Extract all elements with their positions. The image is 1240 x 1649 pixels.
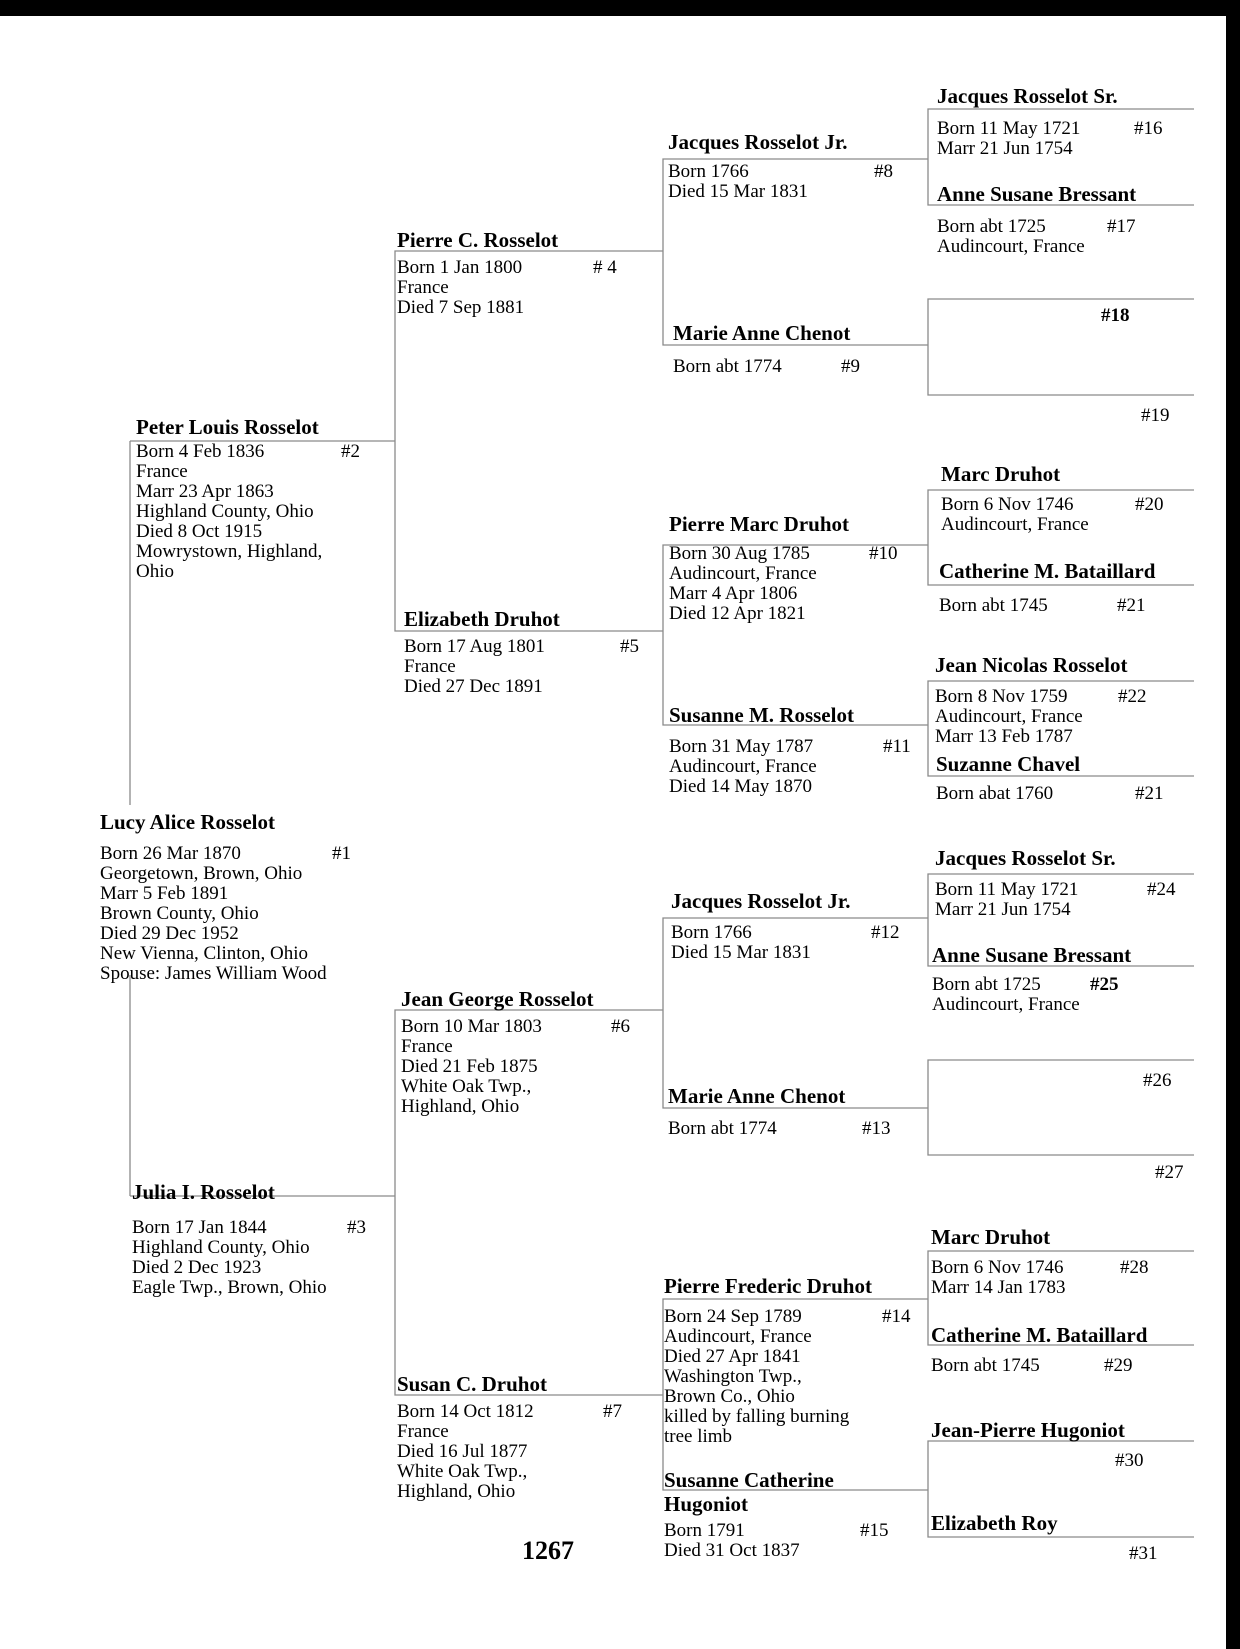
person-11-died: Died 14 May 1870 (669, 776, 813, 797)
person-15-name-2: Hugoniot (664, 1492, 749, 1516)
person-2-details (136, 442, 386, 582)
person-25-born: Born abt 1725 (932, 974, 1041, 995)
person-25-name: Anne Susane Bressant (932, 943, 1132, 967)
person-3-died-place: Eagle Twp., Brown, Ohio (132, 1277, 327, 1298)
person-20-number: #20 (1135, 494, 1164, 515)
person-12-name: Jacques Rosselot Jr. (671, 889, 851, 913)
person-24-details (935, 880, 1185, 920)
person-1-spouse: Spouse: James William Wood (100, 963, 327, 984)
person-21-name: Catherine M. Bataillard (939, 559, 1156, 583)
person-10-born: Born 30 Aug 1785 (669, 543, 810, 564)
person-23-number: #21 (1135, 783, 1164, 804)
person-2-born-place: France (136, 461, 188, 482)
person-11-name: Susanne M. Rosselot (669, 703, 854, 727)
person-12 (671, 889, 911, 963)
person-29 (931, 1323, 1181, 1376)
person-29-details (931, 1356, 1181, 1376)
person-2-married-place: Highland County, Ohio (136, 501, 314, 522)
person-14-died-place-2: Brown Co., Ohio (664, 1386, 795, 1407)
person-5-number: #5 (620, 636, 639, 657)
person-10-died: Died 12 Apr 1821 (669, 603, 806, 624)
person-9-number: #9 (841, 356, 860, 377)
person-1-number: #1 (332, 843, 351, 864)
person-6-died-place-2: Highland, Ohio (401, 1096, 520, 1117)
person-9-born: Born abt 1774 (673, 356, 782, 377)
person-29-name: Catherine M. Bataillard (931, 1323, 1148, 1347)
person-2-died: Died 8 Oct 1915 (136, 521, 263, 542)
person-15-details (664, 1521, 904, 1561)
person-20-name: Marc Druhot (941, 462, 1061, 486)
person-5-name: Elizabeth Druhot (404, 607, 560, 631)
person-2-died-place: Mowrystown, Highland, (136, 541, 323, 562)
person-22-number: #22 (1118, 686, 1147, 707)
person-7-died-place-2: Highland, Ohio (397, 1481, 516, 1502)
person-1-died: Died 29 Dec 1952 (100, 923, 239, 944)
person-24 (935, 846, 1185, 920)
person-4-born-place: France (397, 277, 449, 298)
person-16-married: Marr 21 Jun 1754 (937, 138, 1073, 159)
person-24-married: Marr 21 Jun 1754 (935, 899, 1071, 920)
person-16-number: #16 (1134, 118, 1163, 139)
person-17-name: Anne Susane Bressant (937, 182, 1137, 206)
person-6-died: Died 21 Feb 1875 (401, 1056, 538, 1077)
person-28-number: #28 (1120, 1257, 1149, 1278)
person-6 (401, 987, 641, 1117)
person-23-name: Suzanne Chavel (936, 752, 1081, 776)
person-4-details (397, 258, 647, 318)
person-4-died: Died 7 Sep 1881 (397, 297, 525, 318)
person-3-born: Born 17 Jan 1844 (132, 1217, 267, 1238)
person-16-details (937, 119, 1177, 159)
person-23 (936, 752, 1176, 804)
person-10-name: Pierre Marc Druhot (669, 512, 849, 536)
person-8-born: Born 1766 (668, 161, 749, 182)
page-number: 1267 (522, 1536, 574, 1565)
person-14-died-place: Washington Twp., (664, 1366, 802, 1387)
person-13 (668, 1084, 908, 1139)
person-7-name: Susan C. Druhot (397, 1372, 547, 1396)
person-21-number: #21 (1117, 595, 1146, 616)
person-7-died-place: White Oak Twp., (397, 1461, 528, 1482)
person-29-number: #29 (1104, 1355, 1133, 1376)
person-6-born: Born 10 Mar 1803 (401, 1016, 542, 1037)
person-15-number: #15 (860, 1520, 889, 1541)
person-25 (932, 943, 1172, 1015)
person-8-details (668, 162, 898, 202)
person-13-name: Marie Anne Chenot (668, 1084, 846, 1108)
person-20 (941, 462, 1181, 535)
person-12-died: Died 15 Mar 1831 (671, 942, 811, 963)
person-17-born-place: Audincourt, France (937, 236, 1085, 257)
person-3-number: #3 (347, 1217, 366, 1238)
person-2 (136, 415, 386, 582)
person-7-born: Born 14 Oct 1812 (397, 1401, 534, 1422)
person-8-died: Died 15 Mar 1831 (668, 181, 808, 202)
person-10-born-place: Audincourt, France (669, 563, 817, 584)
person-15-born: Born 1791 (664, 1520, 745, 1541)
person-19-number: #19 (1141, 405, 1170, 426)
person-17-number: #17 (1107, 216, 1136, 237)
person-5 (404, 607, 644, 697)
person-22-married: Marr 13 Feb 1787 (935, 726, 1073, 747)
person-14-born-place: Audincourt, France (664, 1326, 812, 1347)
person-10-details (669, 544, 909, 624)
person-24-name: Jacques Rosselot Sr. (935, 846, 1116, 870)
person-13-number: #13 (862, 1118, 891, 1139)
person-14-name: Pierre Frederic Druhot (664, 1274, 872, 1298)
person-11-born-place: Audincourt, France (669, 756, 817, 777)
person-6-details (401, 1017, 641, 1117)
person-21 (939, 559, 1189, 616)
person-9-details (673, 357, 903, 377)
person-11 (669, 703, 919, 797)
person-28-born: Born 6 Nov 1746 (931, 1257, 1064, 1278)
person-14-born: Born 24 Sep 1789 (664, 1306, 802, 1327)
person-6-born-place: France (401, 1036, 453, 1057)
person-15-name: Susanne Catherine (664, 1468, 834, 1492)
person-12-number: #12 (871, 922, 900, 943)
person-20-born: Born 6 Nov 1746 (941, 494, 1074, 515)
person-7-details (397, 1402, 637, 1502)
person-31-number: #31 (1129, 1543, 1158, 1564)
person-11-details (669, 737, 919, 797)
person-30-name: Jean-Pierre Hugoniot (931, 1418, 1125, 1442)
person-25-number: #25 (1090, 974, 1119, 995)
person-14-note-2: tree limb (664, 1426, 733, 1447)
person-28 (931, 1225, 1181, 1298)
person-16 (937, 84, 1177, 159)
person-15 (664, 1468, 904, 1561)
person-2-name: Peter Louis Rosselot (136, 415, 319, 439)
person-15-died: Died 31 Oct 1837 (664, 1540, 800, 1561)
person-17-born: Born abt 1725 (937, 216, 1046, 237)
person-22-born: Born 8 Nov 1759 (935, 686, 1068, 707)
person-1-details (100, 844, 390, 984)
person-7-number: #7 (603, 1401, 622, 1422)
person-20-details (941, 495, 1181, 535)
person-24-number: #24 (1147, 879, 1176, 900)
person-13-details (668, 1119, 908, 1139)
person-6-name: Jean George Rosselot (401, 987, 594, 1011)
person-13-born: Born abt 1774 (668, 1118, 777, 1139)
person-1-born-place: Georgetown, Brown, Ohio (100, 863, 303, 884)
person-14-number: #14 (882, 1306, 911, 1327)
person-3-born-place: Highland County, Ohio (132, 1237, 310, 1258)
person-16-name: Jacques Rosselot Sr. (937, 84, 1118, 108)
person-4-name: Pierre C. Rosselot (397, 228, 559, 252)
person-9-name: Marie Anne Chenot (673, 321, 851, 345)
person-1-died-place: New Vienna, Clinton, Ohio (100, 943, 309, 964)
person-1-married: Marr 5 Feb 1891 (100, 883, 229, 904)
person-8 (668, 130, 898, 202)
person-17-details (937, 217, 1177, 257)
person-2-died-place-2: Ohio (136, 561, 174, 582)
person-26-number: #26 (1143, 1070, 1172, 1091)
person-14-details (664, 1307, 919, 1447)
person-1 (100, 810, 390, 984)
person-11-born: Born 31 May 1787 (669, 736, 814, 757)
person-31 (931, 1511, 1058, 1535)
person-2-born: Born 4 Feb 1836 (136, 441, 265, 462)
person-30-number: #30 (1115, 1450, 1144, 1471)
person-17 (937, 182, 1177, 257)
person-16-born: Born 11 May 1721 (937, 118, 1081, 139)
person-5-born: Born 17 Aug 1801 (404, 636, 545, 657)
person-12-born: Born 1766 (671, 922, 752, 943)
person-6-died-place: White Oak Twp., (401, 1076, 532, 1097)
person-14-note: killed by falling burning (664, 1406, 850, 1427)
person-24-born: Born 11 May 1721 (935, 879, 1079, 900)
person-23-born: Born abat 1760 (936, 783, 1054, 804)
person-25-details (932, 975, 1172, 1015)
person-8-name: Jacques Rosselot Jr. (668, 130, 848, 154)
person-3 (132, 1180, 382, 1298)
person-29-born: Born abt 1745 (931, 1355, 1040, 1376)
person-5-born-place: France (404, 656, 456, 677)
person-1-name: Lucy Alice Rosselot (100, 810, 275, 834)
person-7 (397, 1372, 637, 1502)
person-5-details (404, 637, 644, 697)
person-4-born: Born 1 Jan 1800 (397, 257, 523, 278)
person-12-details (671, 923, 911, 963)
person-14-died: Died 27 Apr 1841 (664, 1346, 801, 1367)
person-5-died: Died 27 Dec 1891 (404, 676, 543, 697)
person-1-born: Born 26 Mar 1870 (100, 843, 241, 864)
person-28-name: Marc Druhot (931, 1225, 1051, 1249)
person-7-died: Died 16 Jul 1877 (397, 1441, 528, 1462)
person-18-number: #18 (1101, 305, 1130, 326)
person-10 (669, 512, 909, 624)
person-9 (673, 321, 903, 377)
person-3-died: Died 2 Dec 1923 (132, 1257, 262, 1278)
person-28-married: Marr 14 Jan 1783 (931, 1277, 1066, 1298)
person-4-number: # 4 (593, 257, 617, 278)
person-3-details (132, 1218, 382, 1298)
person-1-married-place: Brown County, Ohio (100, 903, 259, 924)
person-31-name: Elizabeth Roy (931, 1511, 1058, 1535)
person-27-number: #27 (1155, 1162, 1184, 1183)
person-8-number: #8 (874, 161, 893, 182)
person-22-born-place: Audincourt, France (935, 706, 1083, 727)
person-30 (931, 1418, 1125, 1442)
person-22 (935, 653, 1175, 747)
person-11-number: #11 (883, 736, 911, 757)
person-25-born-place: Audincourt, France (932, 994, 1080, 1015)
person-20-born-place: Audincourt, France (941, 514, 1089, 535)
person-22-details (935, 687, 1175, 747)
person-6-number: #6 (611, 1016, 630, 1037)
person-4 (397, 228, 647, 318)
person-22-name: Jean Nicolas Rosselot (935, 653, 1128, 677)
person-10-number: #10 (869, 543, 898, 564)
person-2-number: #2 (341, 441, 360, 462)
person-21-born: Born abt 1745 (939, 595, 1048, 616)
person-7-born-place: France (397, 1421, 449, 1442)
person-21-details (939, 596, 1189, 616)
person-23-details (936, 784, 1176, 804)
person-28-details (931, 1258, 1181, 1298)
person-2-married: Marr 23 Apr 1863 (136, 481, 274, 502)
person-10-married: Marr 4 Apr 1806 (669, 583, 798, 604)
person-3-name: Julia I. Rosselot (132, 1180, 275, 1204)
person-14 (664, 1274, 919, 1447)
